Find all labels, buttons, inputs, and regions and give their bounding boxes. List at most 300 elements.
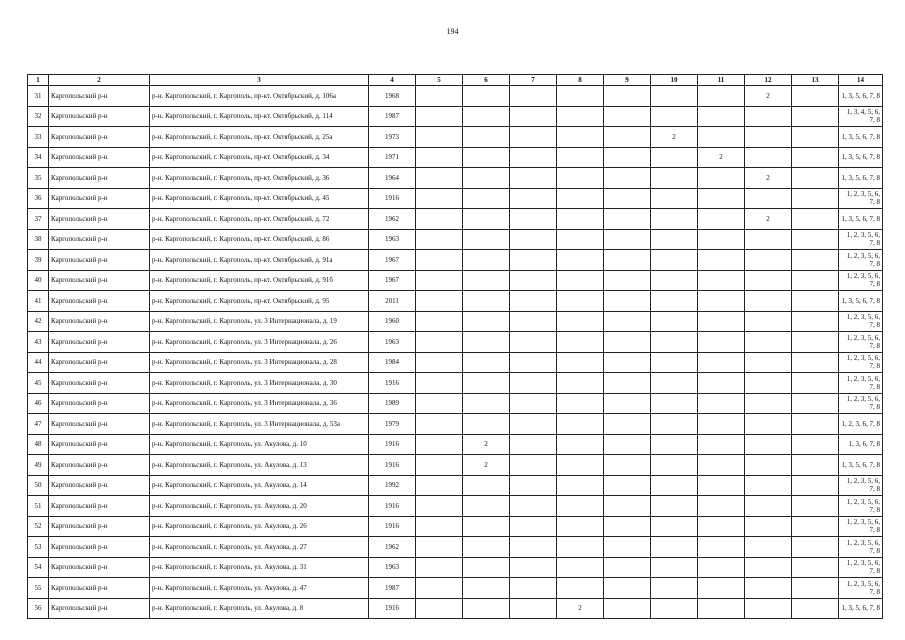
mark-cell <box>604 373 651 394</box>
district-cell: Каргопольский р-н <box>49 147 150 168</box>
mark-cell <box>651 188 698 209</box>
mark-cell <box>416 352 463 373</box>
row-number-cell: 31 <box>28 86 49 107</box>
year-cell: 1964 <box>369 168 416 189</box>
table-row <box>28 127 883 148</box>
mark-cell <box>651 496 698 517</box>
year-cell: 1973 <box>369 127 416 148</box>
mark-cell <box>745 229 792 250</box>
address-cell: р-н. Каргопольский, г. Каргополь, ул. Акулова, д. 20 <box>150 496 369 517</box>
mark-cell <box>698 168 745 189</box>
mark-cell <box>651 393 698 414</box>
mark-cell <box>698 578 745 599</box>
codes-cell: 1, 3, 5, 6, 7, 8 <box>839 598 883 619</box>
codes-cell: 1, 2, 3, 5, 6, 7, 8 <box>839 496 883 517</box>
mark-cell <box>792 393 839 414</box>
row-number-cell: 44 <box>28 352 49 373</box>
year-cell: 1916 <box>369 373 416 394</box>
address-cell: р-н. Каргопольский, г. Каргополь, ул. 3 Интернационала, д. 36 <box>150 393 369 414</box>
address-cell: р-н. Каргопольский, г. Каргополь, пр-кт. Октябрьский, д. 91а <box>150 250 369 271</box>
mark-cell <box>698 270 745 291</box>
codes-cell: 1, 2, 3, 5, 6, 7, 8 <box>839 557 883 578</box>
table-row <box>28 250 883 271</box>
row-number-cell: 39 <box>28 250 49 271</box>
mark-cell <box>510 229 557 250</box>
district-cell: Каргопольский р-н <box>49 311 150 332</box>
mark-cell <box>651 270 698 291</box>
mark-cell <box>604 578 651 599</box>
year-cell: 1916 <box>369 496 416 517</box>
district-cell: Каргопольский р-н <box>49 496 150 517</box>
address-cell: р-н. Каргопольский, г. Каргополь, ул. Акулова, д. 27 <box>150 537 369 558</box>
mark-cell <box>557 229 604 250</box>
column-header: 8 <box>557 75 604 86</box>
mark-cell <box>604 516 651 537</box>
mark-cell <box>510 311 557 332</box>
district-cell: Каргопольский р-н <box>49 270 150 291</box>
codes-cell: 1, 3, 5, 6, 7, 8 <box>839 168 883 189</box>
mark-cell <box>651 475 698 496</box>
mark-cell <box>651 414 698 435</box>
year-cell: 1963 <box>369 229 416 250</box>
mark-cell <box>651 291 698 312</box>
mark-cell <box>792 291 839 312</box>
mark-cell <box>463 209 510 230</box>
mark-cell <box>463 291 510 312</box>
mark-cell <box>651 86 698 107</box>
table-row <box>28 393 883 414</box>
mark-cell <box>604 168 651 189</box>
mark-cell <box>792 352 839 373</box>
mark-cell <box>604 127 651 148</box>
row-number-cell: 45 <box>28 373 49 394</box>
address-cell: р-н. Каргопольский, г. Каргополь, ул. Акулова, д. 47 <box>150 578 369 599</box>
address-cell: р-н. Каргопольский, г. Каргополь, ул. 3 Интернационала, д. 53а <box>150 414 369 435</box>
mark-cell <box>463 393 510 414</box>
mark-cell <box>604 229 651 250</box>
district-cell: Каргопольский р-н <box>49 127 150 148</box>
mark-cell <box>557 86 604 107</box>
mark-cell <box>416 209 463 230</box>
mark-cell <box>745 291 792 312</box>
address-cell: р-н. Каргопольский, г. Каргополь, пр-кт. Октябрьский, д. 72 <box>150 209 369 230</box>
year-cell: 1967 <box>369 270 416 291</box>
housing-register-table <box>27 74 883 619</box>
mark-cell <box>745 537 792 558</box>
mark-cell <box>604 393 651 414</box>
year-cell: 1962 <box>369 209 416 230</box>
mark-cell <box>416 578 463 599</box>
year-cell: 1963 <box>369 557 416 578</box>
mark-cell <box>745 188 792 209</box>
district-cell: Каргопольский р-н <box>49 106 150 127</box>
mark-cell <box>651 352 698 373</box>
column-header: 9 <box>604 75 651 86</box>
address-cell: р-н. Каргопольский, г. Каргополь, ул. Акулова, д. 31 <box>150 557 369 578</box>
mark-cell <box>698 434 745 455</box>
year-cell: 1979 <box>369 414 416 435</box>
district-cell: Каргопольский р-н <box>49 557 150 578</box>
district-cell: Каргопольский р-н <box>49 352 150 373</box>
mark-cell <box>651 147 698 168</box>
table-row <box>28 332 883 353</box>
year-cell: 1987 <box>369 106 416 127</box>
mark-cell <box>651 332 698 353</box>
mark-cell <box>463 147 510 168</box>
mark-cell <box>416 291 463 312</box>
mark-cell <box>792 414 839 435</box>
mark-cell <box>651 516 698 537</box>
mark-cell <box>792 516 839 537</box>
district-cell: Каргопольский р-н <box>49 86 150 107</box>
mark-cell <box>745 475 792 496</box>
mark-cell <box>557 557 604 578</box>
mark-cell <box>604 291 651 312</box>
mark-cell <box>557 106 604 127</box>
table-row <box>28 496 883 517</box>
mark-cell <box>604 537 651 558</box>
row-number-cell: 33 <box>28 127 49 148</box>
mark-cell <box>698 557 745 578</box>
mark-cell <box>604 598 651 619</box>
mark-cell <box>698 516 745 537</box>
column-header: 12 <box>745 75 792 86</box>
mark-cell <box>651 106 698 127</box>
mark-cell <box>463 332 510 353</box>
year-cell: 1963 <box>369 332 416 353</box>
mark-cell <box>463 168 510 189</box>
district-cell: Каргопольский р-н <box>49 209 150 230</box>
mark-cell <box>604 332 651 353</box>
codes-cell: 1, 2, 3, 5, 6, 7, 8 <box>839 270 883 291</box>
mark-cell <box>416 455 463 476</box>
mark-cell <box>698 332 745 353</box>
mark-cell <box>604 270 651 291</box>
address-cell: р-н. Каргопольский, г. Каргополь, ул. Акулова, д. 13 <box>150 455 369 476</box>
mark-cell <box>463 352 510 373</box>
mark-cell <box>416 496 463 517</box>
codes-cell: 1, 2, 3, 5, 6, 7, 8 <box>839 578 883 599</box>
mark-cell <box>510 434 557 455</box>
address-cell: р-н. Каргопольский, г. Каргополь, ул. 3 Интернационала, д. 26 <box>150 332 369 353</box>
mark-cell <box>745 393 792 414</box>
mark-cell <box>651 598 698 619</box>
year-cell: 2011 <box>369 291 416 312</box>
mark-cell <box>416 270 463 291</box>
column-header: 4 <box>369 75 416 86</box>
address-cell: р-н. Каргопольский, г. Каргополь, пр-кт. Октябрьский, д. 95 <box>150 291 369 312</box>
mark-cell <box>510 414 557 435</box>
address-cell: р-н. Каргопольский, г. Каргополь, ул. 3 Интернационала, д. 19 <box>150 311 369 332</box>
mark-cell <box>698 455 745 476</box>
mark-cell <box>651 373 698 394</box>
address-cell: р-н. Каргопольский, г. Каргополь, ул. Акулова, д. 26 <box>150 516 369 537</box>
district-cell: Каргопольский р-н <box>49 168 150 189</box>
mark-cell <box>557 311 604 332</box>
mark-cell <box>745 496 792 517</box>
mark-cell <box>416 147 463 168</box>
mark-cell <box>745 352 792 373</box>
table-row <box>28 598 883 619</box>
mark-cell <box>698 250 745 271</box>
mark-cell <box>651 537 698 558</box>
address-cell: р-н. Каргопольский, г. Каргополь, ул. 3 Интернационала, д. 30 <box>150 373 369 394</box>
mark-cell <box>792 373 839 394</box>
mark-cell <box>604 414 651 435</box>
table-row <box>28 434 883 455</box>
mark-cell <box>698 373 745 394</box>
district-cell: Каргопольский р-н <box>49 373 150 394</box>
column-header: 13 <box>792 75 839 86</box>
row-number-cell: 55 <box>28 578 49 599</box>
mark-cell <box>698 496 745 517</box>
mark-cell <box>604 352 651 373</box>
codes-cell: 1, 2, 3, 5, 6, 7, 8 <box>839 516 883 537</box>
mark-cell <box>792 578 839 599</box>
codes-cell: 1, 2, 3, 5, 6, 7, 8 <box>839 188 883 209</box>
mark-cell <box>792 270 839 291</box>
mark-cell <box>510 475 557 496</box>
mark-cell <box>698 127 745 148</box>
mark-cell <box>792 311 839 332</box>
mark-cell <box>510 455 557 476</box>
district-cell: Каргопольский р-н <box>49 516 150 537</box>
table-row <box>28 86 883 107</box>
mark-cell <box>604 434 651 455</box>
table-body <box>28 86 883 619</box>
mark-cell <box>510 168 557 189</box>
mark-cell <box>745 332 792 353</box>
year-cell: 1967 <box>369 250 416 271</box>
mark-cell <box>510 127 557 148</box>
mark-cell <box>463 373 510 394</box>
mark-cell <box>463 311 510 332</box>
row-number-cell: 43 <box>28 332 49 353</box>
column-header: 1 <box>28 75 49 86</box>
mark-cell <box>416 127 463 148</box>
row-number-cell: 54 <box>28 557 49 578</box>
table-row <box>28 537 883 558</box>
mark-cell <box>557 373 604 394</box>
row-number-cell: 49 <box>28 455 49 476</box>
mark-cell <box>463 127 510 148</box>
mark-cell <box>745 557 792 578</box>
codes-cell: 1, 3, 5, 6, 7, 8 <box>839 209 883 230</box>
mark-cell <box>416 516 463 537</box>
mark-cell <box>604 188 651 209</box>
row-number-cell: 46 <box>28 393 49 414</box>
row-number-cell: 36 <box>28 188 49 209</box>
mark-cell <box>557 578 604 599</box>
mark-cell <box>416 332 463 353</box>
mark-cell <box>745 311 792 332</box>
mark-cell <box>416 598 463 619</box>
mark-cell <box>604 557 651 578</box>
mark-cell <box>510 86 557 107</box>
address-cell: р-н. Каргопольский, г. Каргополь, ул. Акулова, д. 14 <box>150 475 369 496</box>
mark-cell <box>463 414 510 435</box>
district-cell: Каргопольский р-н <box>49 414 150 435</box>
row-number-cell: 32 <box>28 106 49 127</box>
mark-cell <box>651 209 698 230</box>
mark-cell <box>557 188 604 209</box>
address-cell: р-н. Каргопольский, г. Каргополь, пр-кт. Октябрьский, д. 45 <box>150 188 369 209</box>
address-cell: р-н. Каргопольский, г. Каргополь, ул. Акулова, д. 10 <box>150 434 369 455</box>
codes-cell: 1, 2, 3, 5, 6, 7, 8 <box>839 311 883 332</box>
mark-cell <box>557 332 604 353</box>
address-cell: р-н. Каргопольский, г. Каргополь, пр-кт. Октябрьский, д. 106а <box>150 86 369 107</box>
table-row <box>28 209 883 230</box>
mark-cell <box>557 291 604 312</box>
district-cell: Каргопольский р-н <box>49 393 150 414</box>
mark-cell <box>510 496 557 517</box>
address-cell: р-н. Каргопольский, г. Каргополь, ул. 3 Интернационала, д. 28 <box>150 352 369 373</box>
mark-cell <box>557 393 604 414</box>
year-cell: 1960 <box>369 311 416 332</box>
mark-cell <box>604 455 651 476</box>
year-cell: 1987 <box>369 578 416 599</box>
mark-cell <box>463 598 510 619</box>
table-row <box>28 168 883 189</box>
mark-cell <box>698 352 745 373</box>
mark-cell <box>745 414 792 435</box>
address-cell: р-н. Каргопольский, г. Каргополь, пр-кт. Октябрьский, д. 86 <box>150 229 369 250</box>
mark-cell <box>463 496 510 517</box>
mark-cell <box>698 393 745 414</box>
mark-cell <box>745 127 792 148</box>
column-header: 2 <box>49 75 150 86</box>
mark-cell <box>651 229 698 250</box>
mark-cell <box>651 434 698 455</box>
mark-cell: 2 <box>745 209 792 230</box>
mark-cell <box>604 147 651 168</box>
address-cell: р-н. Каргопольский, г. Каргополь, пр-кт. Октябрьский, д. 114 <box>150 106 369 127</box>
mark-cell <box>745 106 792 127</box>
mark-cell <box>510 250 557 271</box>
codes-cell: 1, 2, 3, 6, 7, 8 <box>839 414 883 435</box>
mark-cell <box>792 127 839 148</box>
mark-cell <box>745 147 792 168</box>
mark-cell <box>745 578 792 599</box>
mark-cell <box>557 209 604 230</box>
mark-cell <box>604 106 651 127</box>
mark-cell <box>698 537 745 558</box>
table-row <box>28 557 883 578</box>
column-header: 11 <box>698 75 745 86</box>
year-cell: 1916 <box>369 434 416 455</box>
mark-cell <box>745 434 792 455</box>
address-cell: р-н. Каргопольский, г. Каргополь, пр-кт. Октябрьский, д. 91б <box>150 270 369 291</box>
row-number-cell: 56 <box>28 598 49 619</box>
mark-cell <box>698 311 745 332</box>
year-cell: 1916 <box>369 188 416 209</box>
row-number-cell: 42 <box>28 311 49 332</box>
mark-cell: 2 <box>745 86 792 107</box>
mark-cell <box>510 578 557 599</box>
mark-cell <box>745 598 792 619</box>
mark-cell <box>557 414 604 435</box>
mark-cell <box>604 496 651 517</box>
codes-cell: 1, 2, 3, 5, 6, 7, 8 <box>839 393 883 414</box>
mark-cell <box>416 86 463 107</box>
column-header: 3 <box>150 75 369 86</box>
mark-cell <box>416 393 463 414</box>
mark-cell <box>416 250 463 271</box>
mark-cell <box>463 537 510 558</box>
mark-cell <box>745 250 792 271</box>
page-number: 194 <box>446 27 459 36</box>
district-cell: Каргопольский р-н <box>49 537 150 558</box>
row-number-cell: 53 <box>28 537 49 558</box>
codes-cell: 1, 2, 3, 5, 6, 7, 8 <box>839 229 883 250</box>
mark-cell <box>557 516 604 537</box>
codes-cell: 1, 3, 5, 6, 7, 8 <box>839 147 883 168</box>
mark-cell <box>604 209 651 230</box>
mark-cell <box>463 86 510 107</box>
row-number-cell: 37 <box>28 209 49 230</box>
table-row <box>28 106 883 127</box>
mark-cell <box>792 106 839 127</box>
mark-cell <box>698 106 745 127</box>
table-row <box>28 311 883 332</box>
mark-cell <box>792 250 839 271</box>
mark-cell <box>651 250 698 271</box>
mark-cell <box>792 147 839 168</box>
mark-cell <box>745 516 792 537</box>
mark-cell <box>463 270 510 291</box>
mark-cell <box>510 147 557 168</box>
mark-cell <box>698 475 745 496</box>
mark-cell <box>651 557 698 578</box>
address-cell: р-н. Каргопольский, г. Каргополь, пр-кт. Октябрьский, д. 34 <box>150 147 369 168</box>
year-cell: 1916 <box>369 598 416 619</box>
mark-cell <box>510 537 557 558</box>
year-cell: 1989 <box>369 393 416 414</box>
mark-cell <box>792 598 839 619</box>
mark-cell <box>557 537 604 558</box>
year-cell: 1916 <box>369 516 416 537</box>
mark-cell <box>792 434 839 455</box>
table-row <box>28 352 883 373</box>
row-number-cell: 47 <box>28 414 49 435</box>
mark-cell <box>510 291 557 312</box>
mark-cell: 2 <box>463 455 510 476</box>
address-cell: р-н. Каргопольский, г. Каргополь, пр-кт. Октябрьский, д. 25а <box>150 127 369 148</box>
table-row <box>28 188 883 209</box>
codes-cell: 1, 2, 3, 5, 6, 7, 8 <box>839 352 883 373</box>
mark-cell <box>463 516 510 537</box>
codes-cell: 1, 2, 3, 5, 6, 7, 8 <box>839 250 883 271</box>
mark-cell <box>463 578 510 599</box>
codes-cell: 1, 3, 5, 6, 7, 8 <box>839 86 883 107</box>
mark-cell: 2 <box>463 434 510 455</box>
mark-cell <box>557 127 604 148</box>
mark-cell <box>510 598 557 619</box>
table-row <box>28 516 883 537</box>
codes-cell: 1, 2, 3, 5, 6, 7, 8 <box>839 475 883 496</box>
mark-cell <box>510 209 557 230</box>
mark-cell <box>651 455 698 476</box>
year-cell: 1971 <box>369 147 416 168</box>
row-number-cell: 38 <box>28 229 49 250</box>
column-header: 5 <box>416 75 463 86</box>
table-row <box>28 578 883 599</box>
table-row <box>28 373 883 394</box>
table-row <box>28 475 883 496</box>
row-number-cell: 41 <box>28 291 49 312</box>
mark-cell <box>698 229 745 250</box>
district-cell: Каргопольский р-н <box>49 598 150 619</box>
